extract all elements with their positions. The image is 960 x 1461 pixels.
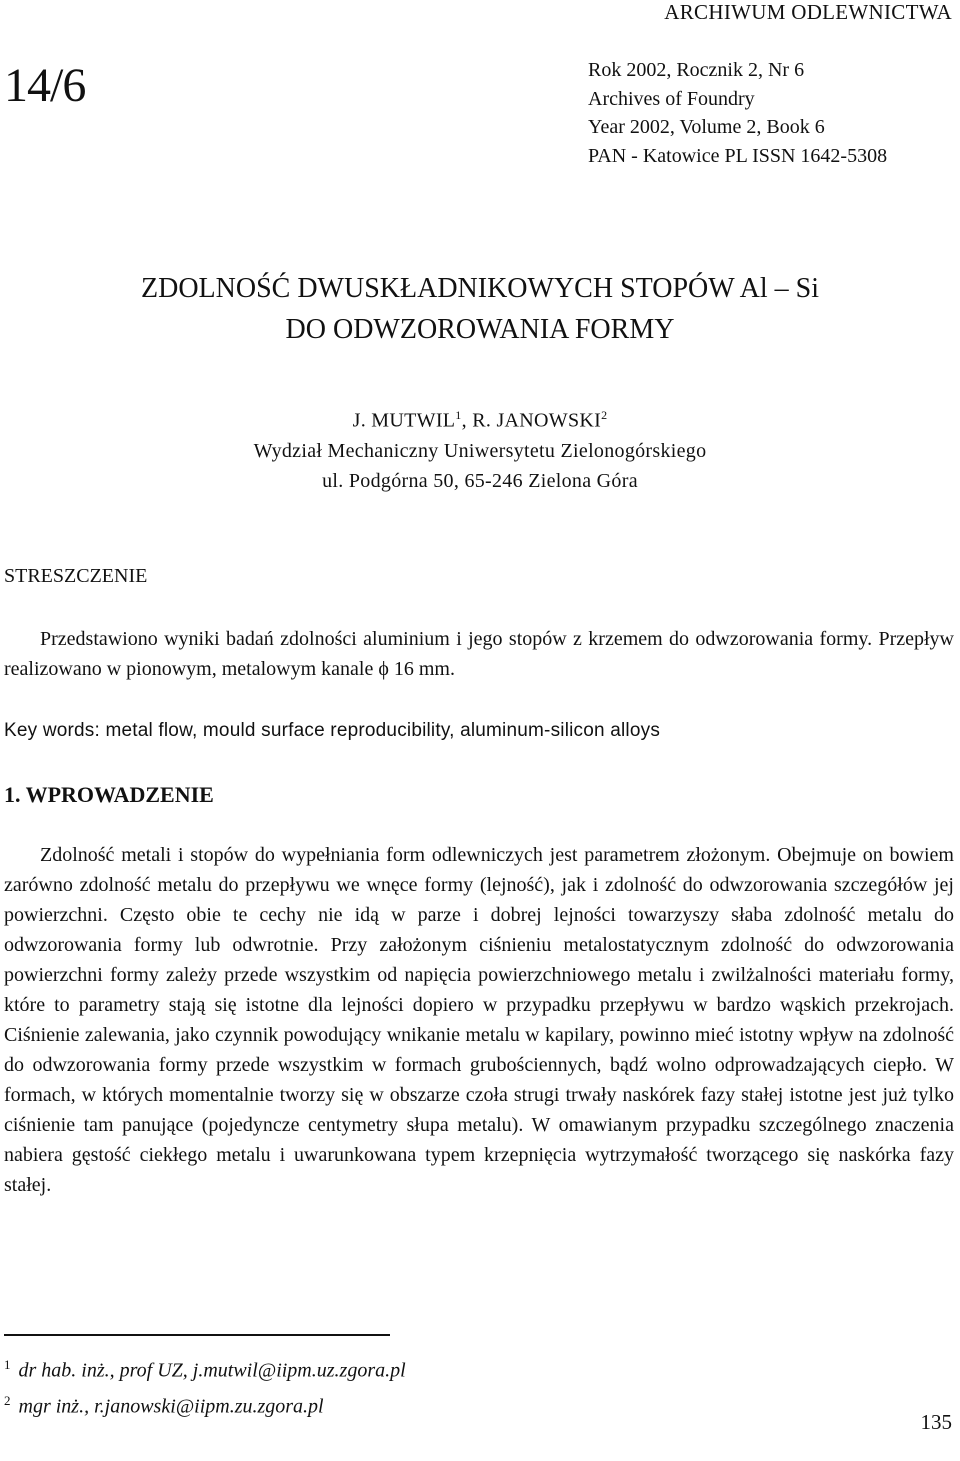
series-line: Rok 2002, Rocznik 2, Nr 6 — [588, 59, 805, 81]
journal-name: ARCHIWUM ODLEWNICTWA — [664, 0, 952, 24]
author-2-footnote-mark: 2 — [601, 408, 608, 422]
paper-title — [0, 268, 960, 350]
author-1-footnote-mark: 1 — [455, 408, 462, 422]
footnotes — [4, 1350, 406, 1421]
section-heading: 1. WPROWADZENIE — [4, 782, 214, 807]
title-line: ZDOLNOŚĆ DWUSKŁADNIKOWYCH STOPÓW Al – Si — [141, 273, 819, 304]
abstract-text: Przedstawiono wyniki badań zdolności aluminium i jego stopów z krzemem do odwzorowania formy. Przepływ realizowano w pionowym, metalowym kanale ϕ 16 mm. — [4, 628, 954, 680]
affiliation: Wydział Mechaniczny Uniwersytetu Zielonogórskiego — [253, 439, 707, 462]
author-separator: , — [461, 409, 473, 432]
page-number: 135 — [920, 1410, 952, 1434]
series-line: Year 2002, Volume 2, Book 6 — [588, 116, 825, 138]
footnote — [4, 1386, 406, 1422]
author-1-name: J. MUTWIL — [352, 409, 456, 432]
footnote-divider — [4, 1334, 390, 1336]
article-code: 14/6 — [4, 59, 86, 112]
keywords: Key words: metal flow, mould surface reproducibility, aluminum-silicon alloys — [4, 720, 661, 741]
footnote-mark: 2 — [4, 1392, 11, 1408]
footnote-text: dr hab. inż., prof UZ, j.mutwil@iipm.uz.zgora.pl — [18, 1359, 406, 1382]
footnote-text: mgr inż., r.janowski@iipm.zu.zgora.pl — [18, 1395, 324, 1418]
footnote-mark: 1 — [4, 1357, 11, 1372]
series-line: PAN - Katowice PL ISSN 1642-5308 — [588, 144, 888, 167]
author-names — [0, 400, 960, 436]
author-block — [0, 400, 960, 496]
author-2-name: R. JANOWSKI — [472, 409, 602, 432]
abstract-heading: STRESZCZENIE — [4, 565, 148, 587]
title-line: DO ODWZOROWANIA FORMY — [285, 314, 675, 345]
series-info — [588, 56, 887, 170]
section-body-text: Zdolność metali i stopów do wypełniania form odlewniczych jest parametrem złożonym. Obejmuje on bowiem zarówno zdolność metalu do przepływu we wnęce formy (lejność), jak i zdolność do odwzorowania szczegółów jej powierzchni. Często obie te cechy nie idą w parze i dobrej lejności towarzyszy słaba zdolność metalu do odwzorowania formy lub odwrotnie. Przy założonym ciśnieniu metalostatycznym zdolność do odwzorowania powierzchni formy zależy przede wszystkim od napięcia powierzchniowego metalu i zwilżalności materiału formy, które to parametry stają się istotne dla lejności dopiero w przypadku przepływu w bardzo wąskich przekrojach. Ciśnienie zalewania, jako czynnik powodujący wnikanie metalu w kapilary, powinno mieć istotny wpływ na zdolność do odwzorowania formy przede wszystkim w formach grubościennych, bądź wolno odprowadzających ciepło. W formach, w których momentalnie tworzy się w obszarze czoła strugi trwały naskórek fazy stałej istotne jest już tylko ciśnienie tam panujące (pojedyncze centymetry słupa metalu). W omawianym przypadku szczególnego znaczenia nabiera gęstość ciekłego metalu i uwarunkowana typem krzepnięcia wytrzymałość tworzącego się naskórka fazy stałej. — [4, 844, 954, 1196]
footnote — [4, 1350, 406, 1386]
address: ul. Podgórna 50, 65-246 Zielona Góra — [322, 469, 638, 492]
series-line: Archives of Foundry — [588, 87, 755, 110]
